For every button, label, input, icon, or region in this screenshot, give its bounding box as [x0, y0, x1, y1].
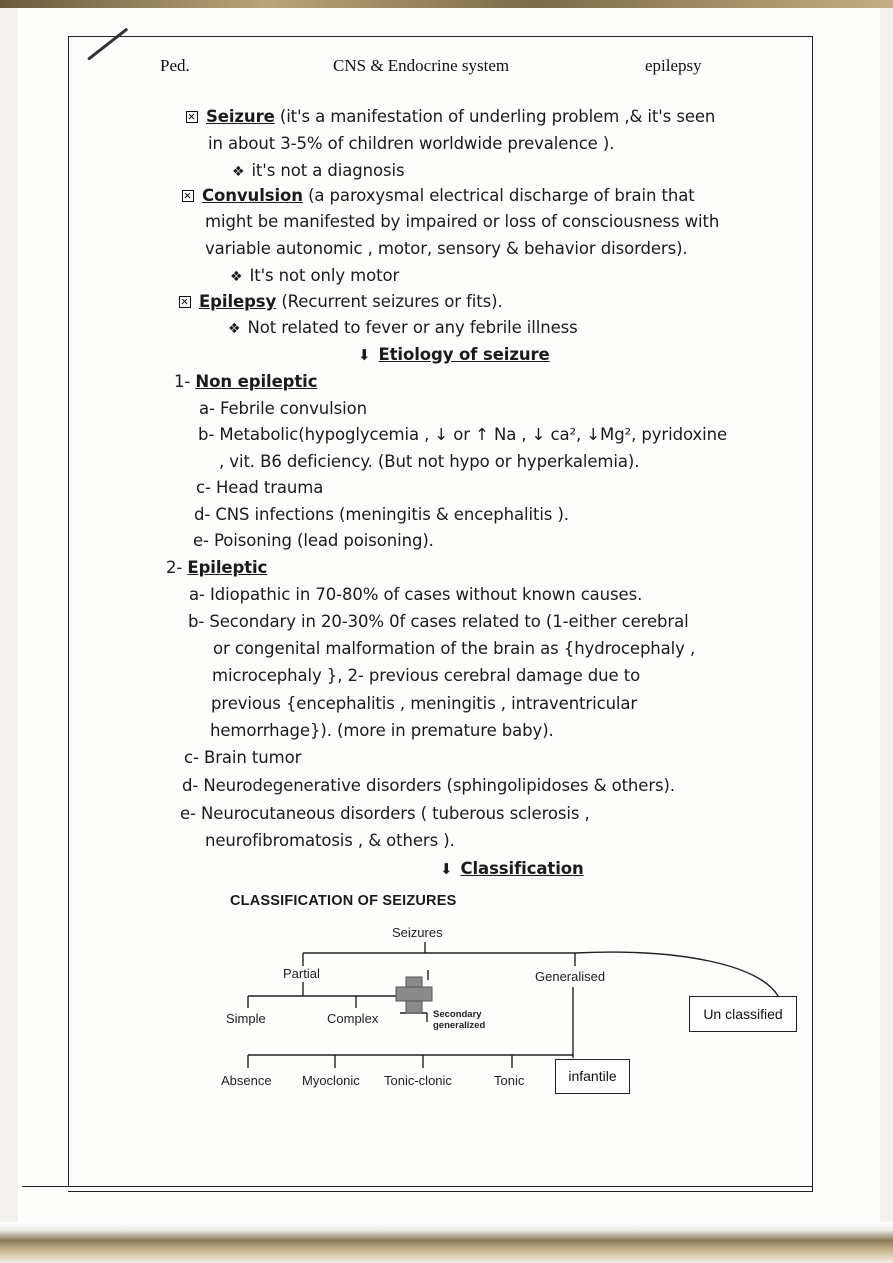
blurred-cross-mark — [396, 977, 432, 1013]
node-infantile: infantile — [555, 1059, 630, 1094]
note-text: it's not a diagnosis — [251, 161, 405, 180]
list-item: d- CNS infections (meningitis & encephalitis ). — [194, 505, 569, 524]
definition-text: (it's a manifestation of underling problem ,& it's seen — [274, 107, 716, 126]
list-item: a- Febrile convulsion — [199, 399, 367, 418]
list-item: or congenital malformation of the brain as {hydrocephaly , — [213, 639, 696, 658]
section-number: 1- — [174, 372, 191, 391]
definition-text: (Recurrent seizures or fits). — [276, 292, 503, 311]
list-item: , vit. B6 deficiency. (But not hypo or hyperkalemia). — [219, 452, 640, 471]
node-complex: Complex — [327, 1011, 379, 1026]
list-item: e- Poisoning (lead poisoning). — [193, 531, 434, 550]
node-absence: Absence — [221, 1073, 272, 1088]
node-tonic: Tonic — [494, 1073, 525, 1088]
term-seizure: Seizure — [206, 107, 275, 126]
node-simple: Simple — [226, 1011, 266, 1026]
node-myoclonic: Myoclonic — [302, 1073, 360, 1088]
node-secondary-generalized: Secondary generalized — [433, 1009, 486, 1031]
list-item: b- Secondary in 20-30% 0f cases related to (1-either cerebral — [188, 612, 689, 631]
section-title: Epileptic — [187, 558, 268, 577]
arrow-bullet-icon: ⬇ — [440, 860, 453, 878]
diamond-bullet-icon: ❖ — [230, 269, 243, 285]
header-chapter: CNS & Endocrine system — [333, 56, 510, 75]
list-item: b- Metabolic(hypoglycemia , ↓ or ↑ Na , ↓ ca², ↓Mg², pyridoxine — [198, 425, 727, 444]
list-item: a- Idiopathic in 70-80% of cases without known causes. — [189, 585, 643, 604]
node-partial: Partial — [283, 966, 320, 981]
definition-continuation: in about 3-5% of children worldwide prevalence ). — [208, 134, 615, 153]
node-seizures: Seizures — [392, 925, 443, 940]
note-text: Not related to fever or any febrile illness — [247, 318, 578, 337]
definition-continuation: might be manifested by impaired or loss of consciousness with — [205, 212, 720, 231]
list-item: previous {encephalitis , meningitis , intraventricular — [211, 694, 638, 713]
heading-text: Etiology of seizure — [378, 345, 550, 364]
list-item: hemorrhage}). (more in premature baby). — [210, 721, 554, 740]
header-topic: epilepsy — [645, 56, 702, 75]
list-item: c- Brain tumor — [184, 748, 302, 767]
list-item: e- Neurocutaneous disorders ( tuberous sclerosis , — [180, 804, 590, 823]
note-text: It's not only motor — [249, 266, 400, 285]
node-tonic-clonic: Tonic-clonic — [384, 1073, 452, 1088]
node-generalised: Generalised — [535, 969, 606, 984]
header-subject: Ped. — [160, 56, 190, 75]
node-unclassified: Un classified — [689, 996, 797, 1032]
term-epilepsy: Epilepsy — [199, 292, 277, 311]
list-item: neurofibromatosis , & others ). — [205, 831, 455, 850]
arrow-bullet-icon: ⬇ — [358, 346, 371, 364]
diamond-bullet-icon: ❖ — [232, 164, 245, 180]
section-number: 2- — [166, 558, 183, 577]
list-item: microcephaly }, 2- previous cerebral damage due to — [212, 666, 641, 685]
definition-continuation: variable autonomic , motor, sensory & behavior disorders). — [205, 239, 688, 258]
definition-text: (a paroxysmal electrical discharge of brain that — [302, 186, 695, 205]
section-title: Non epileptic — [195, 372, 318, 391]
diagram-title: CLASSIFICATION OF SEIZURES — [230, 893, 457, 909]
list-item: c- Head trauma — [196, 478, 324, 497]
diamond-bullet-icon: ❖ — [228, 321, 241, 337]
list-item: d- Neurodegenerative disorders (sphingolipidoses & others). — [182, 776, 676, 795]
term-convulsion: Convulsion — [202, 186, 303, 205]
heading-text: Classification — [460, 859, 584, 878]
